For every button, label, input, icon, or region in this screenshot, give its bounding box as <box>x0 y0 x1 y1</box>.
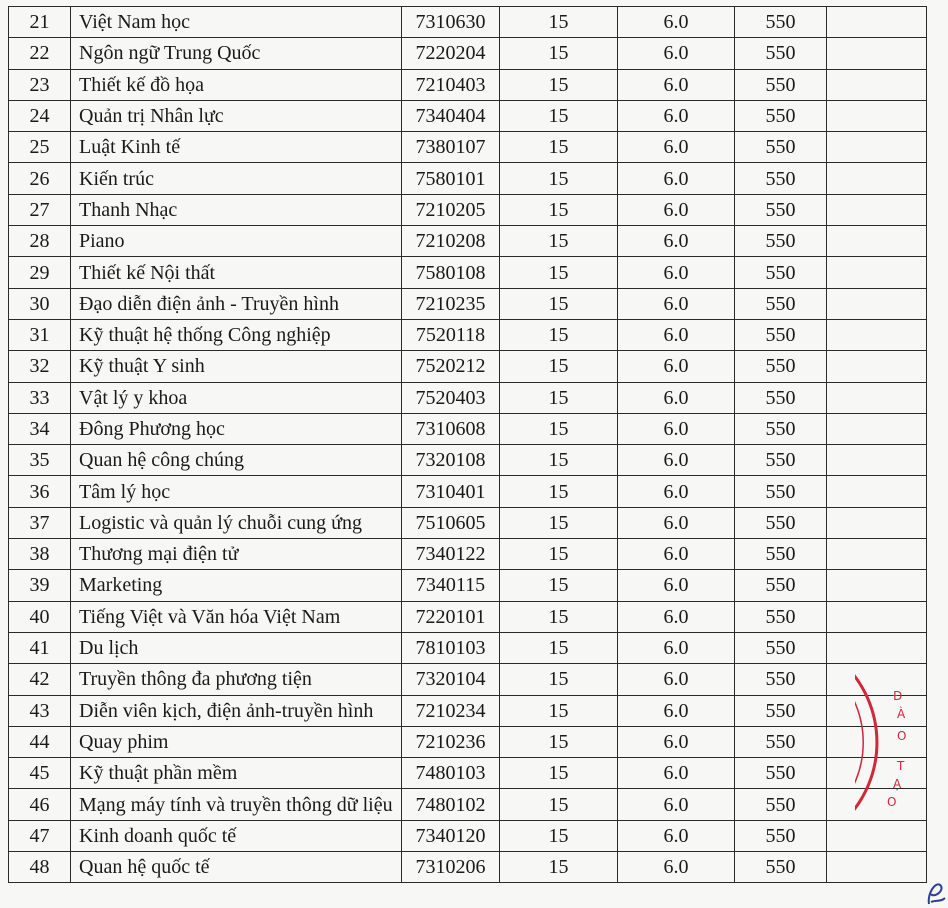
program-code: 7310630 <box>402 7 500 38</box>
toeic-score: 550 <box>735 789 827 820</box>
table-row <box>9 632 927 663</box>
row-number: 26 <box>9 163 71 194</box>
ielts-score: 6.0 <box>618 69 735 100</box>
svg-text:Ạ: Ạ <box>893 777 902 791</box>
svg-text:À: À <box>897 707 906 721</box>
toeic-score: 550 <box>735 132 827 163</box>
toeic-score: 550 <box>735 507 827 538</box>
min-score: 15 <box>500 664 618 695</box>
svg-text:Đ: Đ <box>893 689 903 703</box>
note <box>827 413 927 444</box>
ielts-score: 6.0 <box>618 539 735 570</box>
table-row <box>9 476 927 507</box>
min-score: 15 <box>500 163 618 194</box>
min-score: 15 <box>500 257 618 288</box>
program-code: 7220204 <box>402 38 500 69</box>
ielts-score: 6.0 <box>618 445 735 476</box>
row-number: 39 <box>9 570 71 601</box>
row-number: 34 <box>9 413 71 444</box>
row-number: 23 <box>9 69 71 100</box>
min-score: 15 <box>500 539 618 570</box>
svg-text:T: T <box>897 759 905 773</box>
toeic-score: 550 <box>735 664 827 695</box>
program-code: 7580108 <box>402 257 500 288</box>
table-row <box>9 445 927 476</box>
toeic-score: 550 <box>735 601 827 632</box>
program-code: 7210208 <box>402 226 500 257</box>
ielts-score: 6.0 <box>618 288 735 319</box>
row-number: 31 <box>9 319 71 350</box>
note <box>827 351 927 382</box>
table-row <box>9 413 927 444</box>
min-score: 15 <box>500 758 618 789</box>
row-number: 46 <box>9 789 71 820</box>
ielts-score: 6.0 <box>618 38 735 69</box>
toeic-score: 550 <box>735 351 827 382</box>
table-row <box>9 7 927 38</box>
note <box>827 319 927 350</box>
toeic-score: 550 <box>735 726 827 757</box>
table-row <box>9 758 927 789</box>
toeic-score: 550 <box>735 852 827 883</box>
note <box>827 38 927 69</box>
table-row <box>9 163 927 194</box>
ielts-score: 6.0 <box>618 789 735 820</box>
min-score: 15 <box>500 852 618 883</box>
ielts-score: 6.0 <box>618 664 735 695</box>
row-number: 24 <box>9 100 71 131</box>
table-row <box>9 507 927 538</box>
toeic-score: 550 <box>735 632 827 663</box>
program-code: 7310401 <box>402 476 500 507</box>
row-number: 38 <box>9 539 71 570</box>
program-code: 7480102 <box>402 789 500 820</box>
program-name: Vật lý y khoa <box>71 382 402 413</box>
program-name: Việt Nam học <box>71 7 402 38</box>
program-code: 7340120 <box>402 820 500 851</box>
row-number: 40 <box>9 601 71 632</box>
program-code: 7220101 <box>402 601 500 632</box>
program-code: 7210236 <box>402 726 500 757</box>
ielts-score: 6.0 <box>618 695 735 726</box>
note <box>827 445 927 476</box>
row-number: 32 <box>9 351 71 382</box>
row-number: 30 <box>9 288 71 319</box>
table-row <box>9 132 927 163</box>
note <box>827 69 927 100</box>
program-name: Quan hệ quốc tế <box>71 852 402 883</box>
program-name: Quan hệ công chúng <box>71 445 402 476</box>
note <box>827 852 927 883</box>
ielts-score: 6.0 <box>618 382 735 413</box>
toeic-score: 550 <box>735 695 827 726</box>
program-code: 7380107 <box>402 132 500 163</box>
program-name: Thanh Nhạc <box>71 194 402 225</box>
min-score: 15 <box>500 445 618 476</box>
official-stamp <box>855 660 935 830</box>
note <box>827 570 927 601</box>
program-code: 7520403 <box>402 382 500 413</box>
program-code: 7210205 <box>402 194 500 225</box>
program-code: 7580101 <box>402 163 500 194</box>
program-code: 7340115 <box>402 570 500 601</box>
program-name: Thương mại điện tử <box>71 539 402 570</box>
table-row <box>9 69 927 100</box>
program-name: Mạng máy tính và truyền thông dữ liệu <box>71 789 402 820</box>
row-number: 41 <box>9 632 71 663</box>
min-score: 15 <box>500 601 618 632</box>
ielts-score: 6.0 <box>618 194 735 225</box>
row-number: 47 <box>9 820 71 851</box>
min-score: 15 <box>500 288 618 319</box>
toeic-score: 550 <box>735 570 827 601</box>
toeic-score: 550 <box>735 382 827 413</box>
table-row <box>9 38 927 69</box>
min-score: 15 <box>500 226 618 257</box>
note <box>827 132 927 163</box>
toeic-score: 550 <box>735 413 827 444</box>
note <box>827 226 927 257</box>
row-number: 44 <box>9 726 71 757</box>
row-number: 25 <box>9 132 71 163</box>
program-code: 7810103 <box>402 632 500 663</box>
min-score: 15 <box>500 132 618 163</box>
min-score: 15 <box>500 820 618 851</box>
program-code: 7340404 <box>402 100 500 131</box>
note <box>827 194 927 225</box>
note <box>827 476 927 507</box>
note <box>827 7 927 38</box>
toeic-score: 550 <box>735 319 827 350</box>
program-name: Kinh doanh quốc tế <box>71 820 402 851</box>
ielts-score: 6.0 <box>618 226 735 257</box>
ielts-score: 6.0 <box>618 601 735 632</box>
program-name: Đông Phương học <box>71 413 402 444</box>
min-score: 15 <box>500 570 618 601</box>
row-number: 28 <box>9 226 71 257</box>
min-score: 15 <box>500 38 618 69</box>
toeic-score: 550 <box>735 163 827 194</box>
program-code: 7520212 <box>402 351 500 382</box>
program-code: 7310206 <box>402 852 500 883</box>
program-code: 7480103 <box>402 758 500 789</box>
program-name: Du lịch <box>71 632 402 663</box>
note <box>827 163 927 194</box>
table-row <box>9 789 927 820</box>
table-row <box>9 100 927 131</box>
ielts-score: 6.0 <box>618 351 735 382</box>
ielts-score: 6.0 <box>618 257 735 288</box>
min-score: 15 <box>500 789 618 820</box>
toeic-score: 550 <box>735 758 827 789</box>
note <box>827 288 927 319</box>
min-score: 15 <box>500 413 618 444</box>
programs-table <box>8 6 927 883</box>
table-row <box>9 351 927 382</box>
table-row <box>9 288 927 319</box>
toeic-score: 550 <box>735 226 827 257</box>
table-row <box>9 820 927 851</box>
program-code: 7520118 <box>402 319 500 350</box>
program-name: Thiết kế đồ họa <box>71 69 402 100</box>
program-name: Tiếng Việt và Văn hóa Việt Nam <box>71 601 402 632</box>
program-name: Marketing <box>71 570 402 601</box>
signature-mark <box>925 878 947 906</box>
toeic-score: 550 <box>735 194 827 225</box>
toeic-score: 550 <box>735 539 827 570</box>
program-name: Ngôn ngữ Trung Quốc <box>71 38 402 69</box>
ielts-score: 6.0 <box>618 163 735 194</box>
toeic-score: 550 <box>735 445 827 476</box>
program-code: 7320108 <box>402 445 500 476</box>
program-name: Thiết kế Nội thất <box>71 257 402 288</box>
ielts-score: 6.0 <box>618 758 735 789</box>
row-number: 42 <box>9 664 71 695</box>
ielts-score: 6.0 <box>618 820 735 851</box>
min-score: 15 <box>500 69 618 100</box>
table-row <box>9 726 927 757</box>
toeic-score: 550 <box>735 69 827 100</box>
ielts-score: 6.0 <box>618 476 735 507</box>
toeic-score: 550 <box>735 288 827 319</box>
note <box>827 539 927 570</box>
program-code: 7310608 <box>402 413 500 444</box>
program-name: Diễn viên kịch, điện ảnh-truyền hình <box>71 695 402 726</box>
table-row <box>9 539 927 570</box>
program-name: Quay phim <box>71 726 402 757</box>
row-number: 36 <box>9 476 71 507</box>
ielts-score: 6.0 <box>618 7 735 38</box>
ielts-score: 6.0 <box>618 852 735 883</box>
toeic-score: 550 <box>735 257 827 288</box>
table-row <box>9 601 927 632</box>
min-score: 15 <box>500 382 618 413</box>
row-number: 22 <box>9 38 71 69</box>
min-score: 15 <box>500 476 618 507</box>
note <box>827 257 927 288</box>
table-row <box>9 382 927 413</box>
toeic-score: 550 <box>735 100 827 131</box>
program-name: Kỹ thuật hệ thống Công nghiệp <box>71 319 402 350</box>
ielts-score: 6.0 <box>618 726 735 757</box>
program-code: 7210403 <box>402 69 500 100</box>
program-code: 7340122 <box>402 539 500 570</box>
row-number: 33 <box>9 382 71 413</box>
svg-text:O: O <box>887 795 897 809</box>
note <box>827 382 927 413</box>
min-score: 15 <box>500 100 618 131</box>
min-score: 15 <box>500 507 618 538</box>
toeic-score: 550 <box>735 38 827 69</box>
row-number: 37 <box>9 507 71 538</box>
ielts-score: 6.0 <box>618 132 735 163</box>
note <box>827 507 927 538</box>
program-name: Kiến trúc <box>71 163 402 194</box>
toeic-score: 550 <box>735 820 827 851</box>
toeic-score: 550 <box>735 7 827 38</box>
table-row <box>9 257 927 288</box>
min-score: 15 <box>500 319 618 350</box>
row-number: 27 <box>9 194 71 225</box>
min-score: 15 <box>500 695 618 726</box>
ielts-score: 6.0 <box>618 632 735 663</box>
ielts-score: 6.0 <box>618 100 735 131</box>
program-name: Truyền thông đa phương tiện <box>71 664 402 695</box>
program-name: Đạo diễn điện ảnh - Truyền hình <box>71 288 402 319</box>
program-name: Quản trị Nhân lực <box>71 100 402 131</box>
row-number: 43 <box>9 695 71 726</box>
row-number: 21 <box>9 7 71 38</box>
table-row <box>9 570 927 601</box>
table-row <box>9 226 927 257</box>
min-score: 15 <box>500 632 618 663</box>
table-row <box>9 695 927 726</box>
table-row <box>9 664 927 695</box>
ielts-score: 6.0 <box>618 319 735 350</box>
program-code: 7210234 <box>402 695 500 726</box>
ielts-score: 6.0 <box>618 507 735 538</box>
program-code: 7320104 <box>402 664 500 695</box>
row-number: 48 <box>9 852 71 883</box>
table-row <box>9 319 927 350</box>
program-name: Piano <box>71 226 402 257</box>
note <box>827 100 927 131</box>
program-name: Logistic và quản lý chuỗi cung ứng <box>71 507 402 538</box>
min-score: 15 <box>500 194 618 225</box>
table-row <box>9 852 927 883</box>
toeic-score: 550 <box>735 476 827 507</box>
row-number: 29 <box>9 257 71 288</box>
program-name: Kỹ thuật Y sinh <box>71 351 402 382</box>
ielts-score: 6.0 <box>618 413 735 444</box>
min-score: 15 <box>500 726 618 757</box>
program-name: Kỹ thuật phần mềm <box>71 758 402 789</box>
table-row <box>9 194 927 225</box>
row-number: 35 <box>9 445 71 476</box>
ielts-score: 6.0 <box>618 570 735 601</box>
min-score: 15 <box>500 351 618 382</box>
program-name: Tâm lý học <box>71 476 402 507</box>
row-number: 45 <box>9 758 71 789</box>
program-code: 7210235 <box>402 288 500 319</box>
program-code: 7510605 <box>402 507 500 538</box>
note <box>827 601 927 632</box>
program-name: Luật Kinh tế <box>71 132 402 163</box>
svg-text:O: O <box>897 729 907 743</box>
min-score: 15 <box>500 7 618 38</box>
